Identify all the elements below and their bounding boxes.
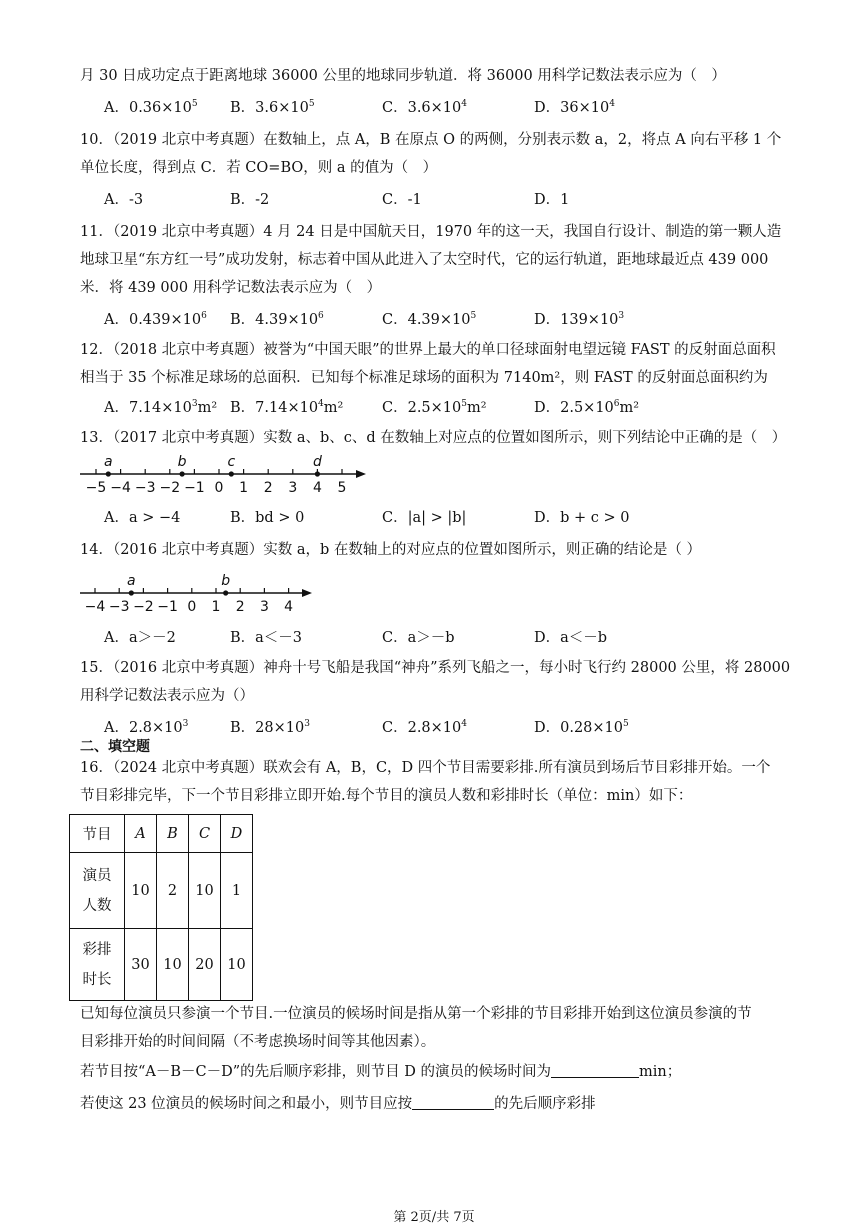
q15-option-a — [104, 718, 188, 738]
page-footer: 第 2页/共 7页 — [393, 1210, 475, 1225]
tick-label: 0 — [214, 480, 224, 496]
option-unit: m² — [619, 400, 640, 416]
tick-label: 5 — [337, 480, 347, 496]
table-row-label — [70, 929, 125, 1001]
q12-option-d — [534, 398, 639, 418]
row-label-part: 时长 — [82, 971, 112, 988]
q11-stem-line2: 地球卫星“东方红一号”成功发射，标志着中国从此进入了太空时代，它的运行轨道，距地球最近点 439 000 — [80, 252, 769, 268]
axis-arrow — [302, 589, 312, 597]
option-exponent: 4 — [461, 99, 467, 109]
q16-question1-unit: min； — [639, 1064, 682, 1080]
axis-arrow — [356, 470, 366, 478]
q11-option-b — [230, 310, 324, 330]
option-text: B．3.6×10 — [230, 100, 309, 116]
table-row-label — [70, 853, 125, 929]
q13-stem: 13．（2017 北京中考真题）实数 a、b、c、d 在数轴上对应点的位置如图所示，则下列结论中正确的是（ ） — [80, 430, 787, 446]
point-c — [229, 471, 234, 476]
q13-option-d: D．b + c > 0 — [534, 510, 630, 526]
point-a — [106, 471, 111, 476]
point-label-d: d — [312, 454, 322, 470]
tick-label: 0 — [187, 599, 197, 614]
table-cell: 10 — [221, 929, 253, 1001]
table-cell: 10 — [189, 853, 221, 929]
q12-stem-line1: 12．（2018 北京中考真题）被誉为“中国天眼”的世界上最大的单口径球面射电望远镜 FAST 的反射面总面积 — [80, 342, 776, 358]
option-exponent: 3 — [304, 719, 310, 729]
option-exponent: 3 — [182, 719, 189, 729]
option-text: A．0.439×10 — [104, 312, 202, 328]
option-text: A．0.36×10 — [104, 100, 192, 116]
q9-option-a — [104, 98, 198, 118]
table-cell: 10 — [157, 929, 189, 1001]
table-row — [70, 929, 253, 1001]
q11-option-a — [104, 310, 207, 330]
q16-line3: 已知每位演员只参演一个节目.一位演员的候场时间是指从第一个彩排的节目彩排开始到这位演员参演的节 — [80, 1006, 752, 1022]
q10-option-a: A．-3 — [104, 192, 144, 208]
q16-stem-line2: 节目彩排完毕，下一个节目彩排立即开始.每个节目的演员人数和彩排时长（单位：min）如下： — [80, 788, 693, 804]
point-b — [223, 590, 228, 595]
q9-option-d — [534, 98, 615, 118]
q12-option-b — [230, 398, 343, 418]
table-cell: 20 — [189, 929, 221, 1001]
table-header-cell: B — [157, 815, 189, 853]
q16-question2 — [80, 1094, 596, 1114]
point-label-b: b — [177, 454, 187, 470]
option-exponent: 4 — [609, 99, 615, 109]
tick-label: 4 — [284, 599, 294, 614]
point-label-b: b — [221, 573, 231, 589]
q11-option-c — [382, 310, 476, 330]
point-label-a: a — [127, 573, 136, 589]
option-unit: m² — [323, 400, 344, 416]
option-text: D．0.28×10 — [534, 720, 624, 736]
tick-label: −5 — [85, 480, 107, 496]
point-d — [315, 471, 320, 476]
table-header-cell: D — [221, 815, 253, 853]
q15-stem-line1: 15．（2016 北京中考真题）神舟十号飞船是我国“神舟”系列飞船之一，每小时飞行约 28000 公里，将 28000 — [80, 660, 791, 676]
q10-option-d: D．1 — [534, 192, 570, 208]
answer-blank-2[interactable] — [412, 1095, 494, 1110]
q16-line4: 目彩排开始的时间间隔（不考虑换场时间等其他因素）。 — [80, 1034, 436, 1050]
option-exponent: 5 — [623, 719, 629, 729]
option-exponent: 5 — [461, 399, 467, 409]
tick-label: 1 — [211, 599, 221, 614]
option-text: D．139×10 — [534, 312, 619, 328]
point-b — [180, 471, 185, 476]
table-cell: 30 — [125, 929, 157, 1001]
option-text: C．2.8×10 — [382, 720, 462, 736]
row-label-part: 彩排 — [82, 941, 112, 958]
option-exponent: 6 — [318, 311, 324, 321]
option-text: D．2.5×10 — [534, 400, 614, 416]
q16-question2-text: 若使这 23 位演员的候场时间之和最小，则节目应按 — [80, 1096, 413, 1112]
q13-number-line — [78, 454, 378, 500]
tick-label: −3 — [108, 599, 130, 614]
q11-stem-line1: 11．（2019 北京中考真题）4 月 24 日是中国航天日，1970 年的这一天，我国自行设计、制造的第一颗人造 — [80, 224, 782, 240]
q12-stem-line2: 相当于 35 个标准足球场的总面积．已知每个标准足球场的面积为 7140m²，则 FAST 的反射面总面积约为 — [80, 370, 768, 386]
q16-question1-text: 若节目按“A－B－C－D”的先后顺序彩排，则节目 D 的演员的候场时间为 — [80, 1064, 552, 1080]
tick-label: 2 — [263, 480, 273, 496]
tick-label: −4 — [110, 480, 131, 496]
q13-option-a: A．a > −4 — [104, 510, 181, 526]
option-text: C．4.39×10 — [382, 312, 471, 328]
q15-option-c — [382, 718, 467, 738]
table-row — [70, 853, 253, 929]
tick-label: −4 — [84, 599, 106, 614]
option-exponent: 5 — [191, 99, 198, 109]
tick-label: 3 — [288, 480, 298, 496]
q15-stem-line2: 用科学记数法表示应为（） — [80, 688, 254, 704]
option-exponent: 6 — [613, 399, 620, 409]
q16-table — [69, 814, 253, 1001]
tick-label: −2 — [159, 480, 181, 496]
q14-option-b: B．a＜－3 — [230, 630, 303, 646]
q9-continuation: 月 30 日成功定点于距离地球 36000 公里的地球同步轨道．将 36000 用科学记数法表示应为（ ） — [80, 68, 726, 84]
table-header-cell: 节目 — [70, 815, 125, 853]
q14-option-c: C．a＞－b — [382, 630, 455, 646]
option-exponent: 6 — [201, 311, 207, 321]
q10-stem-line1: 10．（2019 北京中考真题）在数轴上，点 A，B 在原点 O 的两侧，分别表示数 a，2，将点 A 向右平移 1 个 — [80, 132, 782, 148]
tick-label: 4 — [312, 480, 322, 496]
q16-question2-tail: 的先后顺序彩排 — [494, 1096, 596, 1112]
q13-option-c: C．|a| > |b| — [382, 510, 467, 526]
q12-option-c — [382, 398, 487, 418]
tick-label: 2 — [235, 599, 245, 614]
tick-label: −1 — [184, 480, 205, 496]
option-exponent: 4 — [461, 719, 467, 729]
tick-label: −2 — [133, 599, 154, 614]
table-cell: 1 — [221, 853, 253, 929]
row-label-part: 演员 — [82, 867, 112, 884]
tick-label: −1 — [157, 599, 178, 614]
q10-option-b: B．-2 — [230, 192, 270, 208]
option-exponent: 3 — [191, 399, 198, 409]
q9-option-b — [230, 98, 315, 118]
q12-option-a — [104, 398, 217, 418]
table-header-cell: C — [189, 815, 221, 853]
table-header-row — [70, 815, 253, 853]
q10-option-c: C．-1 — [382, 192, 422, 208]
q14-option-a: A．a＞－2 — [104, 630, 176, 646]
option-exponent: 3 — [618, 311, 625, 321]
table-cell: 2 — [157, 853, 189, 929]
option-text: B．4.39×10 — [230, 312, 319, 328]
option-unit: m² — [197, 400, 218, 416]
tick-label: −3 — [134, 480, 156, 496]
option-unit: m² — [467, 400, 487, 416]
table-cell: 10 — [125, 853, 157, 929]
q11-option-d — [534, 310, 624, 330]
option-text: C．2.5×10 — [382, 400, 462, 416]
option-exponent: 5 — [308, 99, 315, 109]
table-header-cell: A — [125, 815, 157, 853]
point-label-c: c — [227, 454, 236, 470]
option-text: D．36×10 — [534, 100, 610, 116]
q14-option-d: D．a＜－b — [534, 630, 608, 646]
option-exponent: 4 — [318, 399, 324, 409]
q11-stem-line3: 米．将 439 000 用科学记数法表示应为（ ） — [80, 280, 382, 296]
q14-stem: 14．（2016 北京中考真题）实数 a，b 在数轴上的对应点的位置如图所示，则正确的结论是（ ） — [80, 542, 701, 558]
q16-stem-line1: 16．（2024 北京中考真题）联欢会有 A，B，C，D 四个节目需要彩排.所有演员到场后节目彩排开始。一个 — [80, 760, 771, 776]
option-text: C．3.6×10 — [382, 100, 462, 116]
q10-stem-line2: 单位长度，得到点 C．若 CO=BO，则 a 的值为（ ） — [80, 160, 438, 176]
q16-question1 — [80, 1062, 681, 1082]
q15-option-d — [534, 718, 629, 738]
q15-option-b — [230, 718, 310, 738]
option-text: B．28×10 — [230, 720, 305, 736]
option-exponent: 5 — [470, 311, 477, 321]
option-text: A．7.14×10 — [104, 400, 192, 416]
answer-blank-1[interactable] — [551, 1063, 639, 1078]
q13-option-b: B．bd > 0 — [230, 510, 305, 526]
section-heading: 二、填空题 — [80, 739, 150, 755]
point-a — [129, 590, 134, 595]
q9-option-c — [382, 98, 467, 118]
row-label-part: 人数 — [82, 897, 112, 914]
tick-label: 3 — [259, 599, 269, 614]
option-text: A．2.8×10 — [104, 720, 183, 736]
tick-label: 1 — [239, 480, 249, 496]
point-label-a: a — [104, 454, 113, 470]
option-text: B．7.14×10 — [230, 400, 319, 416]
q14-number-line — [78, 566, 328, 614]
